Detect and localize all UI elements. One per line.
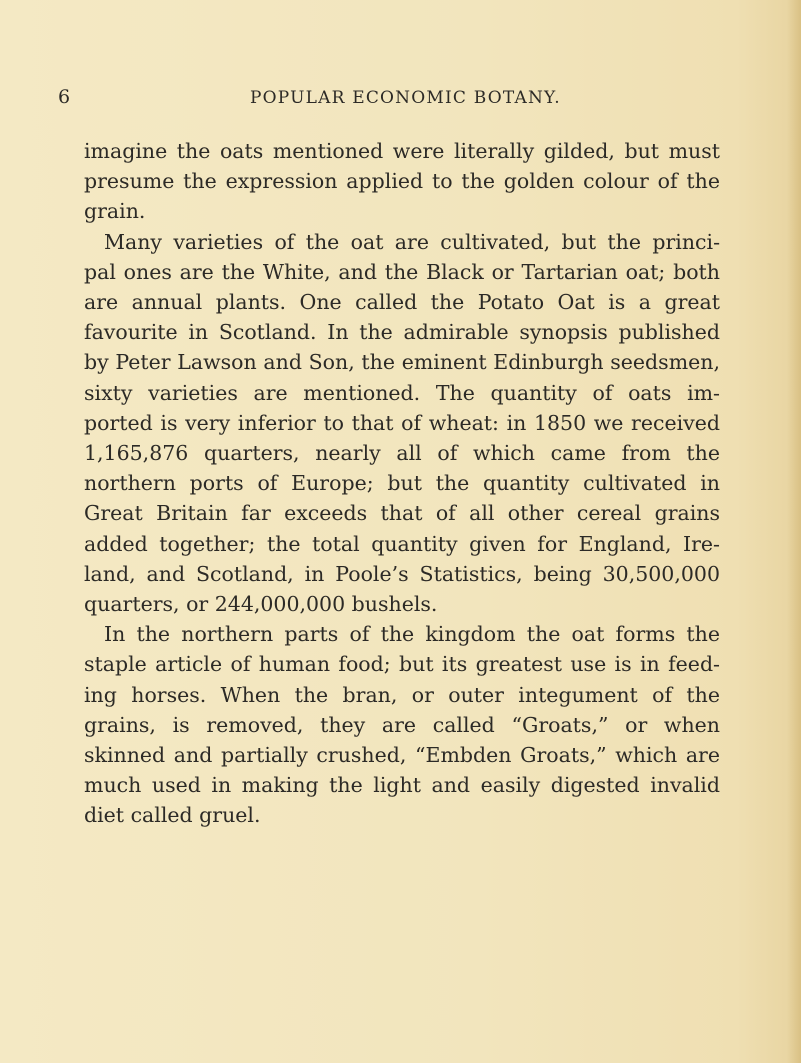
- paragraph-2: [84, 227, 720, 620]
- text-line: In the northern parts of the kingdom the oat forms the: [104, 622, 720, 647]
- text-line: much used in making the light and easily digested invalid: [84, 773, 720, 798]
- page-header: [0, 86, 801, 116]
- text-line: land, and Scotland, in Poole’s Statistics, being 30,500,000: [84, 561, 720, 586]
- text-line: Great Britain far exceeds that of all other cereal grains: [84, 501, 720, 526]
- body-text: [84, 136, 720, 831]
- page-edge-shading: [787, 0, 801, 1063]
- text-line: grain.: [84, 199, 146, 224]
- text-line: sixty varieties are mentioned. The quantity of oats im-: [84, 380, 720, 405]
- text-line: staple article of human food; but its greatest use is in feed-: [84, 652, 720, 677]
- text-line: ing horses. When the bran, or outer integument of the: [84, 682, 720, 707]
- text-line: skinned and partially crushed, “Embden Groats,” which are: [84, 743, 720, 768]
- text-line: by Peter Lawson and Son, the eminent Edinburgh seedsmen,: [84, 350, 720, 375]
- text-line: 1,165,876 quarters, nearly all of which came from the: [84, 441, 720, 466]
- text-line: quarters, or 244,000,000 bushels.: [84, 592, 438, 617]
- text-line: diet called gruel.: [84, 803, 261, 828]
- paragraph-3: [84, 619, 720, 830]
- paragraph-1: [84, 136, 720, 227]
- text-line: Many varieties of the oat are cultivated, but the princi-: [104, 229, 720, 254]
- text-line: favourite in Scotland. In the admirable synopsis published: [84, 320, 720, 345]
- running-title: POPULAR ECONOMIC BOTANY.: [250, 88, 561, 108]
- text-line: northern ports of Europe; but the quantity cultivated in: [84, 471, 720, 496]
- text-line: presume the expression applied to the golden colour of the: [84, 169, 720, 194]
- text-line: are annual plants. One called the Potato Oat is a great: [84, 290, 720, 315]
- page-number: 6: [58, 86, 71, 108]
- text-line: grains, is removed, they are called “Groats,” or when: [84, 712, 720, 737]
- text-line: added together; the total quantity given for England, Ire-: [84, 531, 720, 556]
- text-line: pal ones are the White, and the Black or Tartarian oat; both: [84, 259, 720, 284]
- text-line: ported is very inferior to that of wheat: in 1850 we received: [84, 410, 720, 435]
- text-line: imagine the oats mentioned were literally gilded, but must: [84, 139, 720, 163]
